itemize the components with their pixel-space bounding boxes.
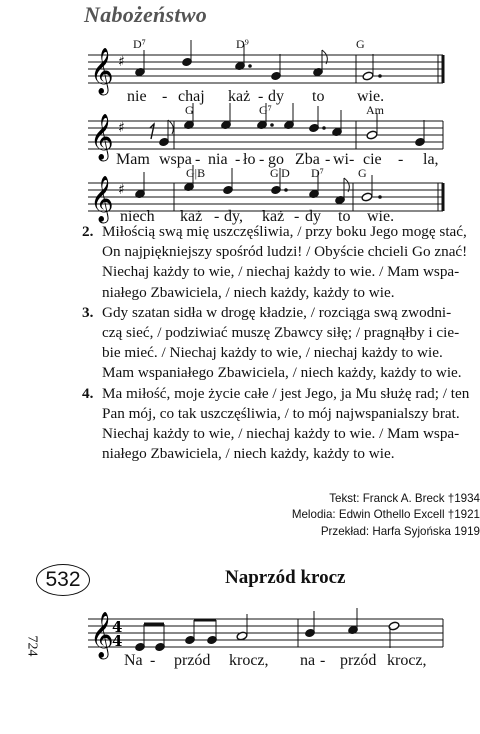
verse-line: niałego Zbawiciela, / niech każdy, każdy to wie. [102, 283, 395, 301]
verse-line: czą sieć, / podziwiać muszę Zbawcy siłę; / pragnąłby i cie- [102, 324, 460, 342]
verse-line [84, 384, 480, 404]
lyric-hyphen: - [320, 652, 326, 669]
lyric-hyphen: - [162, 88, 168, 105]
lyric-syllable: chaj [178, 88, 205, 105]
sharp-icon: ♯ [118, 54, 125, 70]
section-title: Nabożeństwo [84, 2, 208, 27]
chord-symbol: G [356, 37, 365, 51]
lyric-syllable: to [338, 208, 351, 225]
lyric-hyphen: - [258, 88, 264, 105]
verse-line [84, 222, 480, 242]
time-signature-bottom: 4 [112, 632, 123, 650]
verse-line: bie mieć. / Niechaj każdy to wie, / niechaj każdy to wie. [102, 344, 443, 362]
verse-number: 4. [82, 384, 94, 402]
lyric-syllable: Zba [295, 151, 320, 168]
verses-block [84, 222, 480, 464]
chord-symbol: G [358, 166, 367, 180]
lyric-hyphen: - [325, 151, 331, 168]
lyric-syllable: każ [262, 208, 285, 225]
lyric-hyphen: - [398, 151, 404, 168]
lyric-syllable: Mam [116, 151, 150, 168]
time-signature [112, 618, 122, 650]
lyric-syllable: cie [363, 151, 382, 168]
chord-symbol: G⁷ [259, 103, 272, 117]
verse-line: On najpiękniejszy spośród ludzi! / Obyście chcieli Go znać! [102, 243, 468, 261]
treble-clef-icon: 𝄞 [90, 612, 114, 658]
verse-line: Pan mój, co tak uszczęśliwia, / to mój najwspanialszy brat. [102, 404, 460, 422]
lyric-syllable: ło [243, 151, 256, 168]
lyric-syllable: krocz, [387, 652, 427, 669]
lyric-syllable: wspa [159, 151, 192, 168]
lyric-hyphen: - [150, 652, 156, 669]
chord-symbol: D⁹ [236, 37, 249, 51]
lyric-hyphen: - [235, 151, 241, 168]
time-signature-top: 4 [112, 618, 123, 636]
lyric-syllable: krocz, [229, 652, 269, 669]
chord-symbol: G|B [186, 166, 206, 180]
credit-translation: Przekład: Harfa Syjońska 1919 [320, 524, 480, 538]
lyric-syllable: niech [120, 208, 155, 225]
verse-line: Niechaj każdy to wie, / niechaj każdy to wie. / Mam wspa- [102, 425, 460, 443]
lyric-syllable: przód [340, 652, 377, 669]
verse-number: 2. [82, 223, 94, 240]
lyric-syllable: dy, [224, 208, 243, 225]
lyric-syllable: nia [208, 151, 228, 168]
hymn-title: Naprzód krocz [225, 567, 346, 588]
music-staff [0, 612, 480, 658]
lyric-syllable: la, [423, 151, 439, 168]
lyric-hyphen: - [214, 208, 220, 225]
verse-number: 3. [82, 303, 94, 321]
chord-symbol: G [185, 103, 194, 117]
verse-text: Ma miłość, moje życie całe / jest Jego, ja Mu służę rad; / ten [102, 384, 470, 402]
lyric-syllable: dy [268, 88, 284, 105]
credit-text: Tekst: Franck A. Breck †1934 [329, 492, 480, 505]
treble-clef-icon: 𝄞 [90, 114, 114, 160]
chord-symbol: D⁷ [133, 37, 146, 51]
lyric-hyphen: - [259, 151, 265, 168]
verse-line: Mam wspaniałego Zbawiciela, / niech każdy, każdy to wie. [102, 364, 462, 382]
lyric-syllable: to [312, 88, 325, 105]
lyric-hyphen: - [349, 151, 355, 168]
lyric-syllable: wie. [367, 208, 395, 225]
lyric-syllable: każ [228, 88, 251, 105]
treble-clef-icon: 𝄞 [90, 176, 114, 222]
lyric-syllable: nie [127, 88, 147, 105]
sharp-icon: ♯ [118, 182, 125, 198]
music-staff [0, 48, 480, 94]
sharp-icon: ♯ [118, 120, 125, 136]
hymn-number-badge: 532 [36, 564, 90, 596]
chord-symbol: D⁷ [311, 166, 324, 180]
verse-line [84, 303, 480, 323]
page-number: 724 [24, 635, 40, 657]
verse-text: Gdy szatan sidła w drogę kładzie, / rozciąga swą zwodni- [102, 303, 452, 321]
lyric-hyphen: - [195, 151, 201, 168]
lyric-syllable: na [300, 652, 316, 669]
lyric-syllable: każ [180, 208, 203, 225]
chord-symbol: G|D [270, 166, 290, 180]
lyric-syllable: go [268, 151, 284, 168]
treble-clef-icon: 𝄞 [90, 48, 114, 94]
lyric-hyphen: - [294, 208, 300, 225]
lyric-syllable: przód [174, 652, 211, 669]
credit-melody: Melodia: Edwin Othello Excell †1921 [291, 508, 480, 522]
verse-line: niałego Zbawiciela, / niech każdy, każdy to wie. [102, 445, 395, 463]
credits-block [292, 491, 480, 540]
lyric-syllable: Na [124, 652, 143, 669]
verse-text: Miłością swą mię uszczęśliwia, / przy boku Jego mogę stać, [102, 223, 467, 240]
lyric-syllable: wi [333, 151, 349, 168]
lyric-syllable: dy [305, 208, 321, 225]
chord-symbol: Am [366, 103, 384, 117]
lyric-syllable: wie. [357, 88, 385, 105]
verse-line: Niechaj każdy to wie, / niechaj każdy to wie. / Mam wspa- [102, 263, 460, 281]
